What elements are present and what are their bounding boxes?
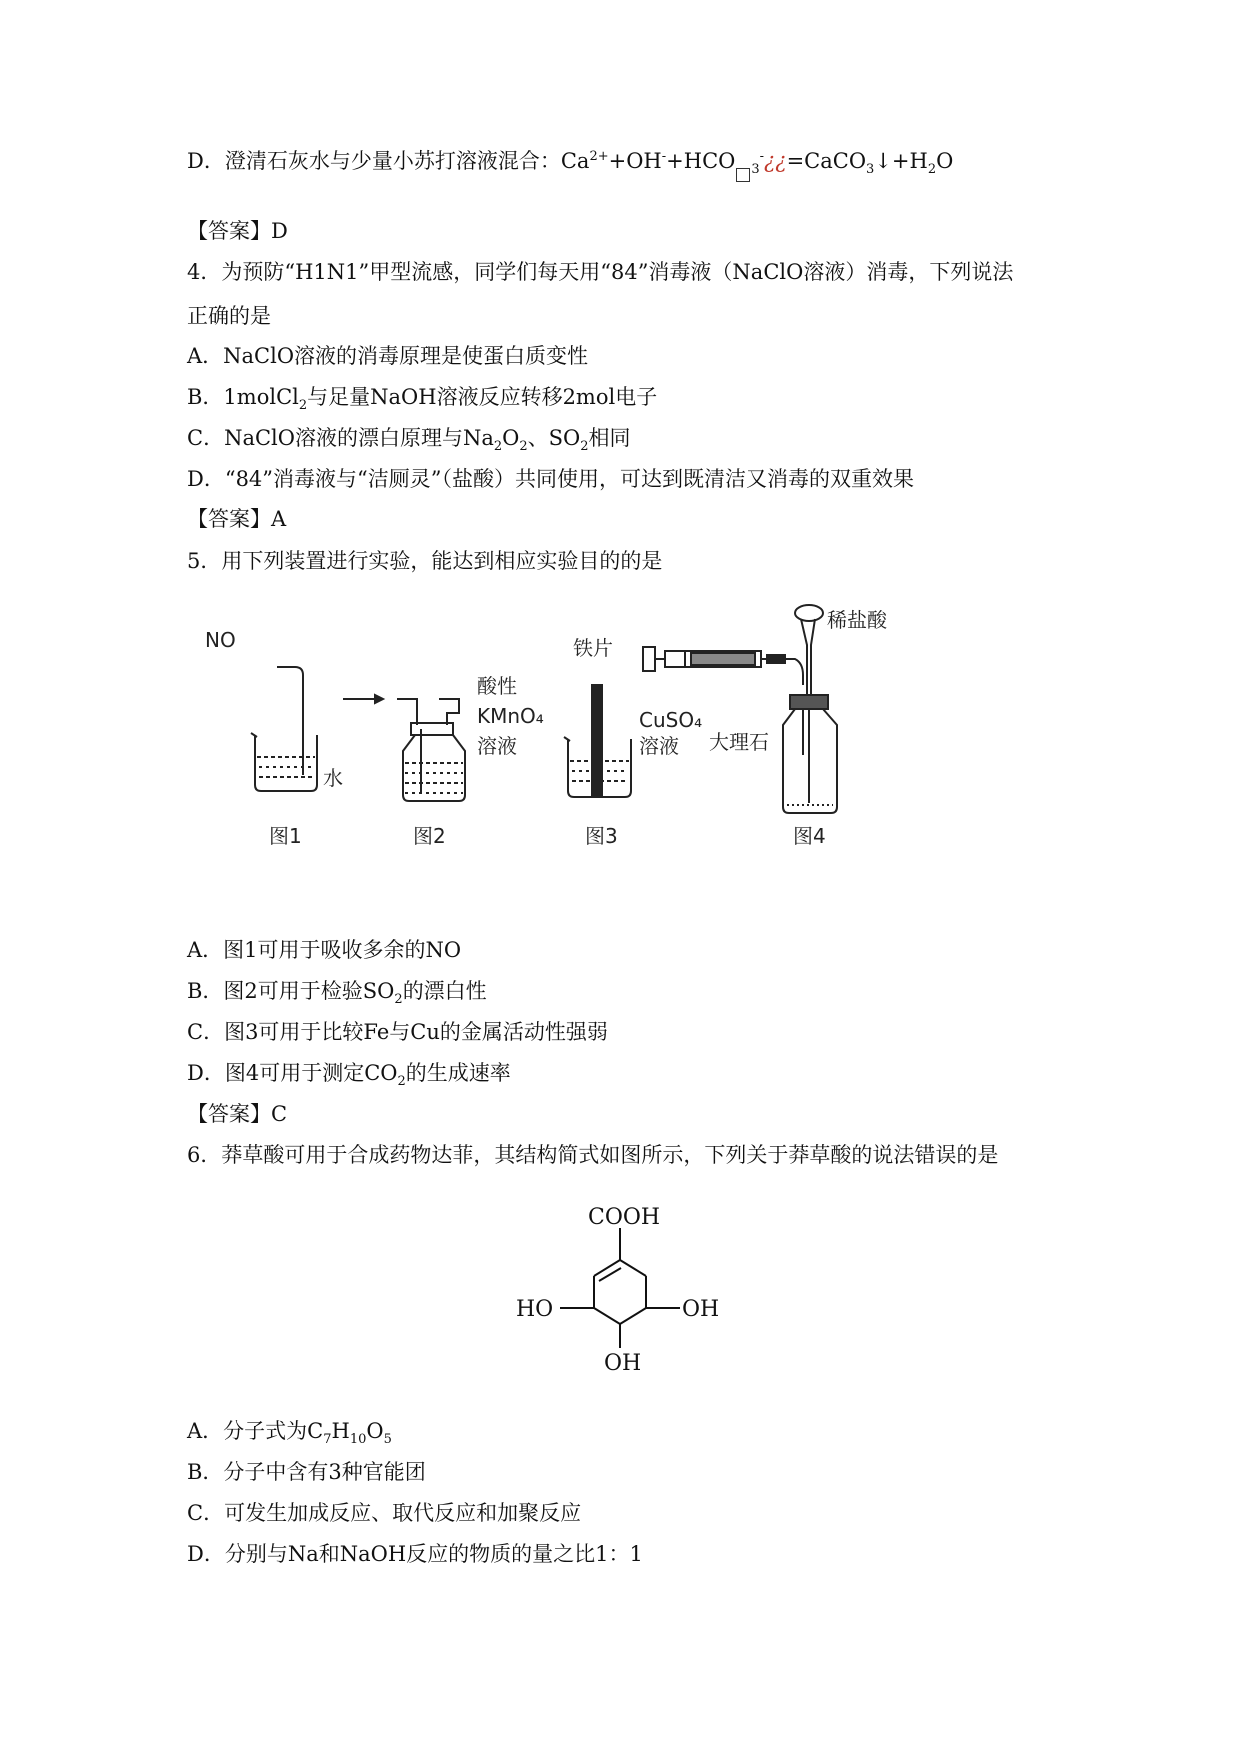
fig1-caption: 图1: [269, 824, 302, 848]
fig3-label-line1: CuSO₄: [639, 708, 703, 732]
fig1-gas-label: NO: [205, 628, 236, 652]
q5-option-b: B．图2可用于检验$SO_2$的漂白性: [187, 979, 487, 1008]
q5-answer: 【答案】C: [187, 1102, 288, 1126]
q6-option-a: A．分子式为$C_7H_{10}O_5$: [187, 1419, 392, 1448]
q6-option-d: D．分别与Na和NaOH反应的物质的量之比1：1: [187, 1542, 643, 1566]
q4-stem-line1: 4．为预防“H1N1”甲型流感，同学们每天用“84”消毒液（NaClO溶液）消毒，下列说法: [187, 260, 1014, 284]
fig2-label-line3: 溶液: [477, 734, 517, 758]
structure-top-label: COOH: [588, 1205, 661, 1230]
q5-apparatus-figure: [205, 608, 975, 865]
q4-answer: 【答案】A: [187, 507, 287, 531]
fig3-caption: 图3: [585, 824, 618, 848]
q6-option-c: C．可发生加成反应、取代反应和加聚反应: [187, 1501, 582, 1525]
fig2-label-line1: 酸性: [477, 674, 517, 698]
q6-structure-figure: [516, 1198, 740, 1378]
q4-option-b: B．1molCl$_2$与足量NaOH溶液反应转移2mol电子: [187, 385, 658, 414]
fig2-label-line2: KMnO₄: [477, 704, 544, 728]
fig3-iron-label: 铁片: [573, 636, 613, 660]
q5-option-c: C．图3可用于比较Fe与Cu的金属活动性强弱: [187, 1020, 608, 1044]
q4-option-d: D．“84”消毒液与“洁厕灵”（盐酸）共同使用，可达到既清洁又消毒的双重效果: [187, 467, 914, 491]
structure-bottom-label: OH: [604, 1351, 642, 1376]
q5-option-a: A．图1可用于吸收多余的NO: [187, 938, 462, 962]
fig1-liquid-label: 水: [323, 766, 343, 790]
q4-option-c: C．NaClO溶液的漂白原理与$Na_2O_2$、$SO_2$相同: [187, 426, 631, 455]
q3-option-d: D．澄清石灰水与少量小苏打溶液混合：$Ca^{2+}+OH^-+HCO$ $_3^-¿¿=CaCO_3↓+H_2O$: [187, 147, 953, 182]
placeholder-box-icon: [736, 168, 750, 182]
q5-option-d: D．图4可用于测定$CO_2$的生成速率: [187, 1061, 511, 1090]
fig4-solid-label: 大理石: [709, 730, 769, 754]
q4-stem-line2: 正确的是: [187, 304, 271, 328]
structure-right-label: OH: [682, 1297, 720, 1322]
q3-answer: 【答案】D: [187, 219, 288, 243]
fig4-acid-label: 稀盐酸: [827, 608, 887, 632]
fig2-caption: 图2: [413, 824, 446, 848]
q6-stem: 6．莽草酸可用于合成药物达菲，其结构简式如图所示，下列关于莽草酸的说法错误的是: [187, 1143, 999, 1167]
q6-option-b: B．分子中含有3种官能团: [187, 1460, 426, 1484]
fig4-caption: 图4: [793, 824, 826, 848]
structure-left-label: HO: [516, 1297, 554, 1322]
q4-option-a: A．NaClO溶液的消毒原理是使蛋白质变性: [187, 344, 589, 368]
q5-stem: 5．用下列装置进行实验，能达到相应实验目的的是: [187, 549, 663, 573]
fig3-label-line2: 溶液: [639, 734, 679, 758]
